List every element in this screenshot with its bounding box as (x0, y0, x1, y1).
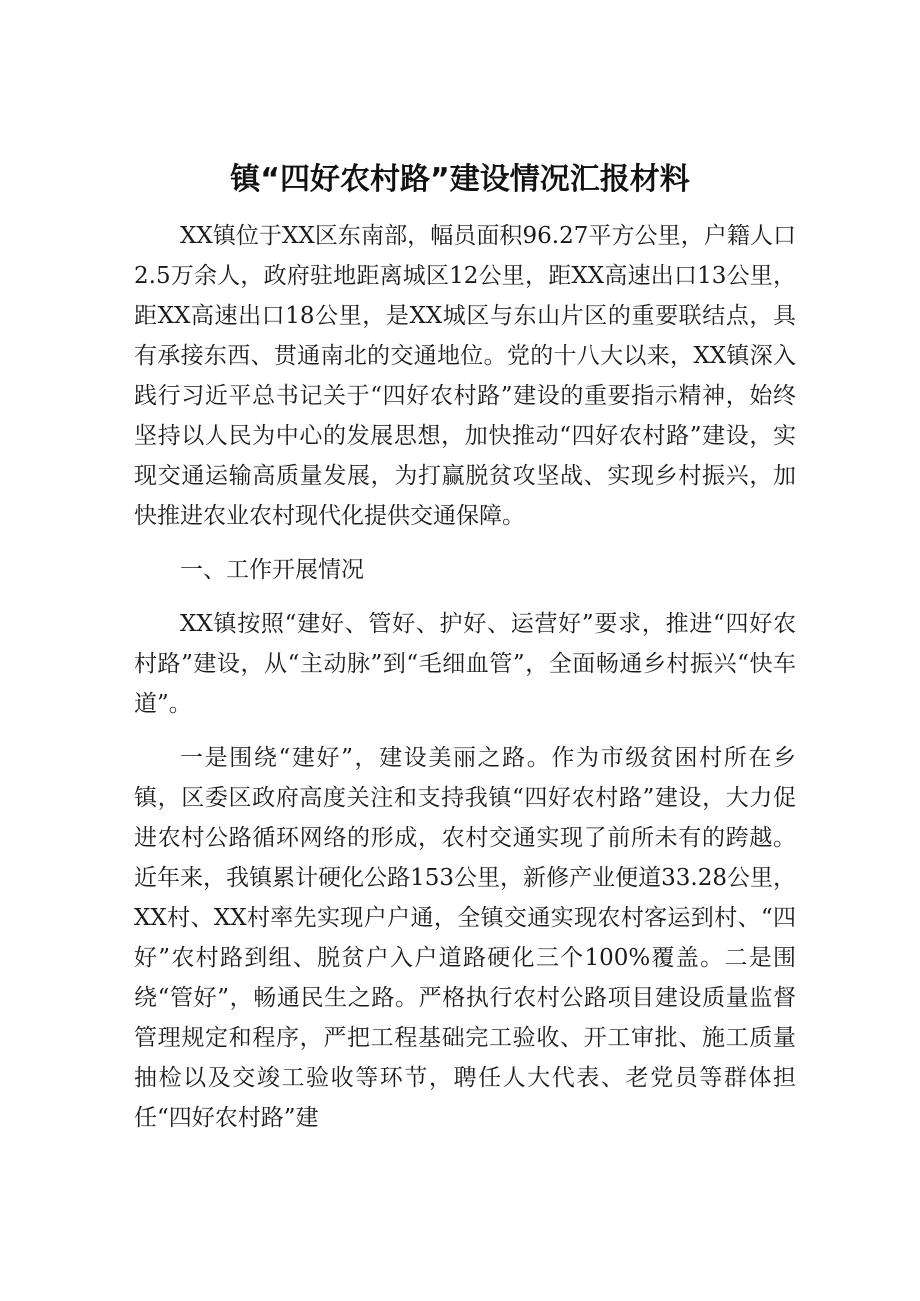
overview-paragraph: XX镇按照“建好、管好、护好、运营好”要求，推进“四好农村路”建设，从“主动脉”到“毛细血管”，全面畅通乡村振兴“快车道”。 (134, 611, 796, 717)
section-heading: 一、工作开展情况 (180, 557, 364, 583)
document-body (134, 216, 796, 1138)
document-title: 镇“四好农村路”建设情况汇报材料 (230, 162, 690, 197)
details-paragraph: 一是围绕“建好”，建设美丽之路。作为市级贫困村所在乡镇，区委区政府高度关注和支持我镇“四好农村路”建设，大力促进农村公路循环网络的形成，农村交通实现了前所未有的跨越。近年来，我镇累计硬化公路153公里，新修产业便道33.28公里，XX村、XX村率先实现户户通，全镇交通实现农村客运到村、“四好”农村路到组、脱贫户入户道路硬化三个100%覆盖。二是围绕“管好”，畅通民生之路。严格执行农村公路项目建设质量监督管理规定和程序，严把工程基础完工验收、开工审批、施工质量抽检以及交竣工验收等环节，聘任人大代表、老党员等群体担任“四好农村路”建 (134, 745, 796, 1131)
intro-paragraph: XX镇位于XX区东南部，幅员面积96.27平方公里，户籍人口2.5万余人，政府驻地距离城区12公里，距XX高速出口13公里，距XX高速出口18公里，是XX城区与东山片区的重要联结点，具有承接东西、贯通南北的交通地位。党的十八大以来，XX镇深入践行习近平总书记关于“四好农村路”建设的重要指示精神，始终坚持以人民为中心的发展思想，加快推动“四好农村路”建设，实现交通运输高质量发展，为打赢脱贫攻坚战、实现乡村振兴，加快推进农业农村现代化提供交通保障。 (134, 223, 796, 529)
